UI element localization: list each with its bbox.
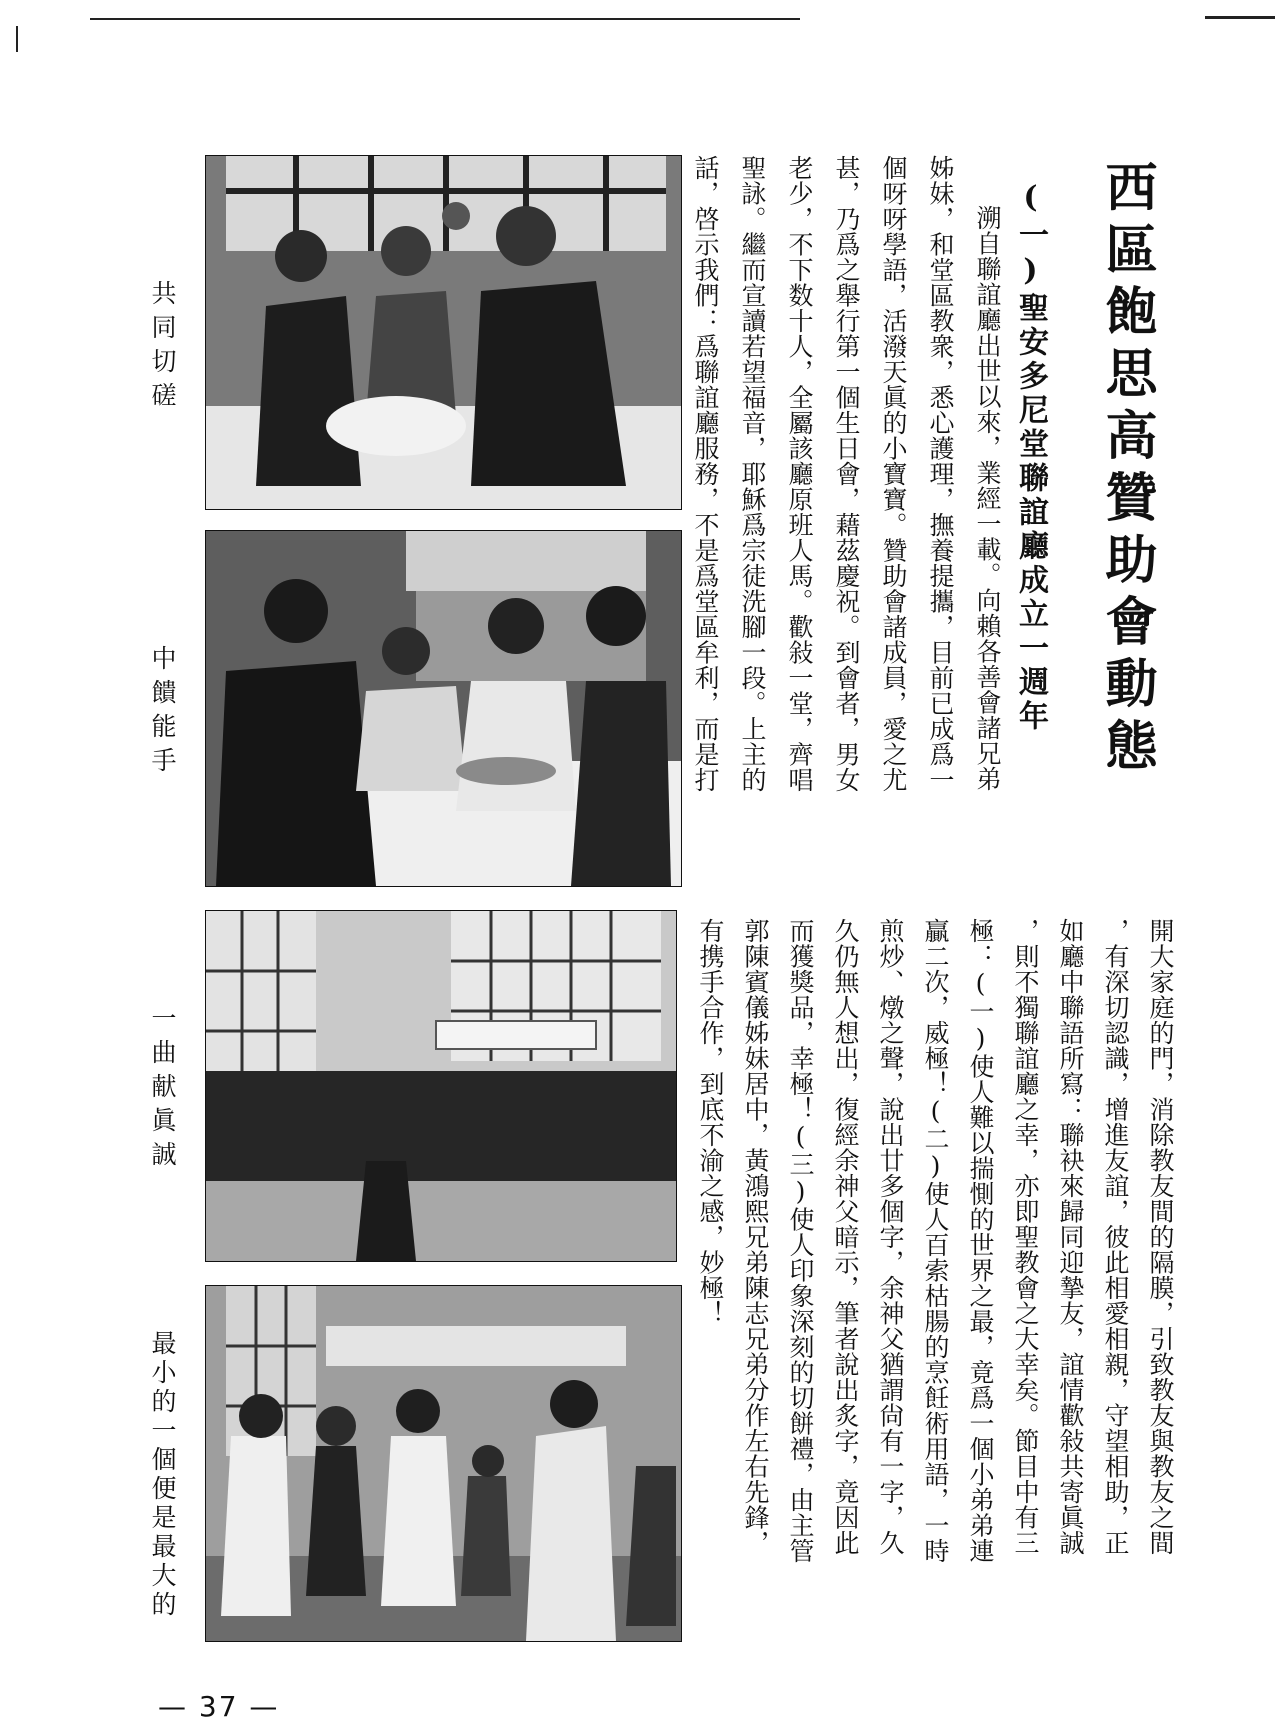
scan-top-line xyxy=(90,18,800,20)
photo-caption: 中饋能手 xyxy=(148,645,177,781)
text-column: 如廳中聯語所寫：聯袂來歸同迎摯友，誼情歡敍共寄眞誠 xyxy=(1056,918,1085,1556)
text-column: ，則不獨聯誼廳之幸，亦即聖教會之大幸矣。節目中有三 xyxy=(1011,918,1040,1556)
text-column: 老少，不下数十人，全屬該廳原班人馬。歡敍一堂，齊唱 xyxy=(785,155,814,793)
text-column: 話，啓示我們：爲聯誼廳服務，不是爲堂區牟利，而是打 xyxy=(691,155,720,793)
scan-left-mark xyxy=(16,26,18,52)
text-column: 煎炒、燉之聲，說出廿多個字，余神父猶謂尙有一字，久 xyxy=(876,918,905,1556)
photo-caption: 一曲献眞誠 xyxy=(148,1005,177,1175)
text-column: 久仍無人想出，復經余神父暗示，筆者說出炙字，竟因此 xyxy=(831,918,860,1556)
text-column: 溯自聯誼廳出世以來，業經一載。向賴各善會諸兄弟 xyxy=(973,205,1002,792)
photo-group-standing xyxy=(205,1285,682,1642)
scan-top-right-line xyxy=(1205,16,1275,19)
photo-caption: 最小的一個便是最大的 xyxy=(148,1330,177,1620)
text-column: 甚，乃爲之舉行第一個生日會，藉茲慶祝。到會者，男女 xyxy=(832,155,861,793)
text-column: ，有深切認識，增進友誼，彼此相愛相親，守望相助，正 xyxy=(1101,918,1130,1556)
text-column: 郭陳賓儀姊妹居中，黃鴻熙兄弟陳志兄弟分作左右先鋒， xyxy=(741,918,770,1556)
photo-choir-in-hall xyxy=(205,910,677,1262)
text-column: 個呀呀學語，活潑天眞的小寶寶。贊助會諸成員，愛之尤 xyxy=(879,155,908,793)
text-column: 有携手合作，到底不渝之感，妙極！ xyxy=(696,918,725,1326)
article-subtitle: (一)聖安多尼堂聯誼廳成立一週年 xyxy=(1013,180,1048,734)
page-number: — 37 — xyxy=(158,1690,280,1723)
photo-women-cooking xyxy=(205,530,682,887)
text-column: 姊妹，和堂區教衆，悉心護理，撫養提攜，目前已成爲一 xyxy=(926,155,955,793)
text-column: 極：(一)使人難以揣惻的世界之最，竟爲一個小弟弟連 xyxy=(966,918,995,1564)
text-column: 聖詠。繼而宣讀若望福音，耶穌爲宗徒洗腳一段。上主的 xyxy=(738,155,767,793)
article-title: 西區飽思高贊助會動態 xyxy=(1096,160,1157,780)
text-column: 贏二次，威極！(二)使人百索枯腸的烹飪術用語，一時 xyxy=(921,918,950,1564)
text-column: 開大家庭的門，消除教友間的隔膜，引致教友與教友之間 xyxy=(1146,918,1175,1556)
photo-group-at-table xyxy=(205,155,682,510)
text-column: 而獲獎品，幸極！(三)使人印象深刻的切餅禮，由主管 xyxy=(786,918,815,1564)
photo-caption: 共同切磋 xyxy=(148,280,177,416)
